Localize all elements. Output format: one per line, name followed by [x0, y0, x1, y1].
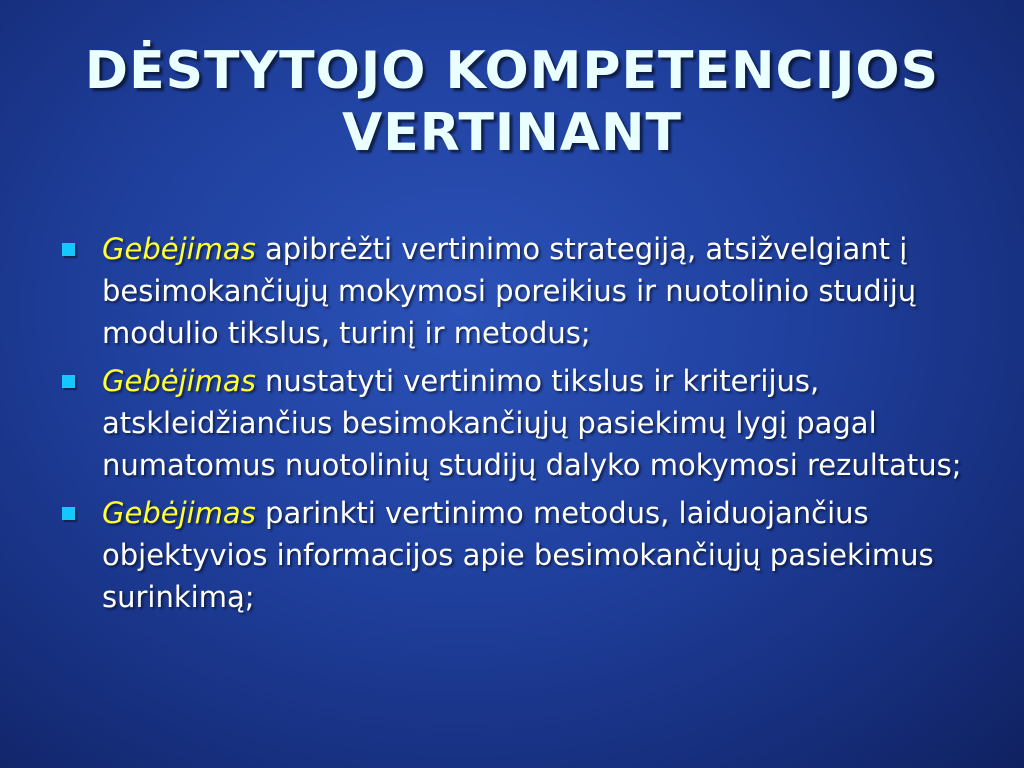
title-line-1: DĖSTYTOJO KOMPETENCIJOS	[84, 41, 940, 101]
bullet-item-1	[62, 228, 992, 354]
title-line-2: VERTINANT	[341, 103, 683, 163]
square-bullet-icon	[62, 507, 75, 520]
bullet-keyword: Gebėjimas	[102, 232, 256, 266]
bullet-item-3	[62, 492, 992, 618]
bullet-text: nustatyti vertinimo tikslus ir kriterijus, atskleidžiančius besimokančiųjų pasiekimų lygį pagal numatomus nuotolinių studijų dalyko mokymosi rezultatus;	[102, 364, 962, 482]
slide-title	[0, 40, 1024, 164]
bullet-keyword: Gebėjimas	[102, 364, 256, 398]
bullet-text: parinkti vertinimo metodus, laiduojančius objektyvios informacijos apie besimokančiųjų pasiekimus surinkimą;	[102, 496, 934, 614]
bullet-keyword: Gebėjimas	[102, 496, 256, 530]
bullet-item-2	[62, 360, 992, 486]
square-bullet-icon	[62, 375, 75, 388]
bullet-list	[62, 228, 992, 624]
bullet-text: apibrėžti vertinimo strategiją, atsižvelgiant į besimokančiųjų mokymosi poreikius ir nuotolinio studijų modulio tikslus, turinį ir metodus;	[102, 232, 917, 350]
square-bullet-icon	[62, 243, 75, 256]
